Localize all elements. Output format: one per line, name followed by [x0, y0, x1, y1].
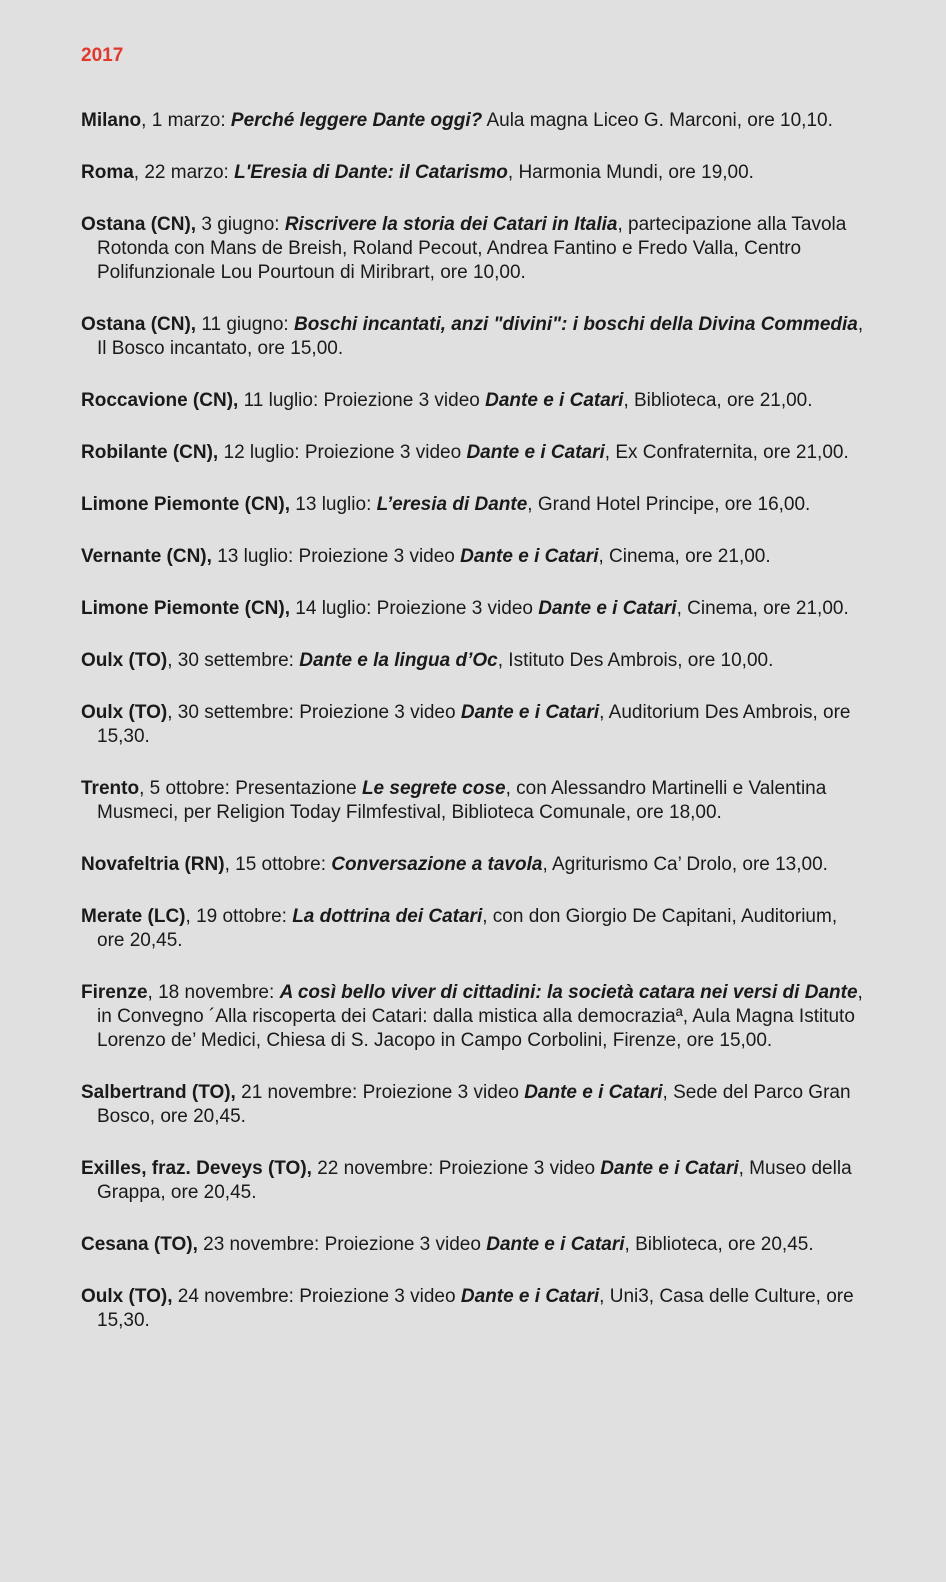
event-prefix: Proiezione 3 video: [304, 442, 467, 463]
event-date: , 1 marzo:: [141, 110, 231, 131]
event-title: Boschi incantati, anzi "divini": i boschi della Divina Commedia: [293, 314, 858, 335]
event-item: [81, 441, 866, 465]
event-location: Limone Piemonte (CN),: [81, 494, 291, 515]
event-details: , Agriturismo Ca’ Drolo, ore 13,00.: [542, 854, 828, 875]
year-heading: 2017: [81, 45, 124, 66]
event-prefix: Proiezione 3 video: [438, 1158, 601, 1179]
event-date: 14 luglio:: [290, 598, 377, 619]
event-title: Dante e la lingua d’Oc: [299, 650, 498, 671]
event-title: Perché leggere Dante oggi?: [230, 110, 483, 131]
event-location: Milano: [81, 110, 142, 131]
event-date: , 15 ottobre:: [224, 854, 332, 875]
event-location: Oulx (TO): [81, 650, 168, 671]
event-prefix: Proiezione 3 video: [362, 1082, 525, 1103]
event-date: 13 luglio:: [211, 546, 299, 567]
event-prefix: Proiezione 3 video: [298, 546, 461, 567]
event-item: [81, 1233, 866, 1257]
event-details: , Harmonia Mundi, ore 19,00.: [507, 162, 754, 183]
event-details: , in Convegno ´Alla riscoperta dei Catari: dalla mistica alla democraziaª, Aula Magna Istituto Lorenzo de’ Medici, Chiesa di S. Jacopo in Campo Corbolini, Firenze, ore 15,00.: [97, 982, 863, 1051]
event-location: Robilante (CN),: [81, 442, 219, 463]
event-date: , 19 ottobre:: [185, 906, 293, 927]
event-item: [81, 109, 866, 133]
event-date: , 30 settembre:: [167, 650, 300, 671]
event-date: , 5 ottobre:: [139, 778, 236, 799]
event-date: 11 luglio:: [238, 390, 324, 411]
event-prefix: Presentazione: [235, 778, 362, 799]
event-date: , 22 marzo:: [133, 162, 235, 183]
event-title: Dante e i Catari: [460, 1286, 600, 1307]
event-item: [81, 313, 866, 361]
event-title: Dante e i Catari: [538, 598, 677, 619]
event-prefix: Proiezione 3 video: [323, 390, 486, 411]
event-item: [81, 777, 866, 825]
event-location: Roma: [81, 162, 134, 183]
event-location: Roccavione (CN),: [81, 390, 239, 411]
event-date: 12 luglio:: [218, 442, 305, 463]
event-details: , con don Giorgio De Capitani, Auditorium, ore 20,45.: [97, 906, 838, 951]
event-item: [81, 597, 866, 621]
event-prefix: Proiezione 3 video: [376, 598, 539, 619]
event-item: [81, 545, 866, 569]
event-date: 22 novembre:: [311, 1158, 439, 1179]
event-title: Dante e i Catari: [460, 702, 600, 723]
event-title: Dante e i Catari: [466, 442, 605, 463]
event-item: [81, 905, 866, 953]
event-title: Dante e i Catari: [485, 390, 624, 411]
event-details: , Uni3, Casa delle Culture, ore 15,30.: [97, 1286, 854, 1331]
event-prefix: Proiezione 3 video: [299, 1286, 461, 1307]
event-item: [81, 389, 866, 413]
event-details: , Biblioteca, ore 20,45.: [624, 1234, 814, 1255]
event-details: , Grand Hotel Principe, ore 16,00.: [527, 494, 811, 515]
event-title: Dante e i Catari: [486, 1234, 625, 1255]
event-details: , Auditorium Des Ambrois, ore 15,30.: [97, 702, 851, 747]
event-item: [81, 1285, 866, 1333]
event-location: Limone Piemonte (CN),: [81, 598, 291, 619]
event-prefix: Proiezione 3 video: [324, 1234, 487, 1255]
event-details: , Il Bosco incantato, ore 15,00.: [97, 314, 864, 359]
event-details: , Museo della Grappa, ore 20,45.: [97, 1158, 852, 1203]
event-date: 11 giugno:: [196, 314, 294, 335]
event-title: Riscrivere la storia dei Catari in Italia: [284, 214, 618, 235]
event-item: [81, 161, 866, 185]
event-item: [81, 493, 866, 517]
event-title: La dottrina dei Catari: [292, 906, 483, 927]
event-title: Dante e i Catari: [460, 546, 599, 567]
event-item: [81, 1157, 866, 1205]
event-details: , con Alessandro Martinelli e Valentina Musmeci, per Religion Today Filmfestival, Biblioteca Comunale, ore 18,00.: [97, 778, 827, 823]
event-location: Cesana (TO),: [81, 1234, 198, 1255]
event-details: , Cinema, ore 21,00.: [676, 598, 849, 619]
event-date: 13 luglio:: [290, 494, 377, 515]
event-list: [81, 109, 866, 1333]
event-prefix: Proiezione 3 video: [299, 702, 461, 723]
event-location: Oulx (TO): [81, 702, 168, 723]
event-date: , 30 settembre:: [167, 702, 300, 723]
event-title: Conversazione a tavola: [331, 854, 543, 875]
event-location: Ostana (CN),: [81, 214, 197, 235]
event-date: 3 giugno:: [196, 214, 285, 235]
event-item: [81, 213, 866, 285]
event-location: Merate (LC): [81, 906, 186, 927]
event-item: [81, 701, 866, 749]
event-date: 24 novembre:: [172, 1286, 300, 1307]
event-location: Novafeltria (RN): [81, 854, 225, 875]
event-location: Exilles, fraz. Deveys (TO),: [81, 1158, 312, 1179]
event-title: L’eresia di Dante: [376, 494, 528, 515]
event-location: Vernante (CN),: [81, 546, 212, 567]
event-details: , Biblioteca, ore 21,00.: [623, 390, 813, 411]
event-details: , Cinema, ore 21,00.: [598, 546, 771, 567]
event-item: [81, 649, 866, 673]
event-details: , Istituto Des Ambrois, ore 10,00.: [497, 650, 774, 671]
event-location: Trento: [81, 778, 140, 799]
event-title: Le segrete cose: [361, 778, 506, 799]
event-title: Dante e i Catari: [524, 1082, 663, 1103]
event-location: Salbertrand (TO),: [81, 1082, 236, 1103]
event-details: , partecipazione alla Tavola Rotonda con Mans de Breish, Roland Pecout, Andrea Fantino e Fredo Valla, Centro Polifunzionale Lou Pourtoun di Miribrart, ore 10,00.: [97, 214, 847, 283]
event-details: Aula magna Liceo G. Marconi, ore 10,10.: [482, 110, 833, 131]
event-date: 23 novembre:: [197, 1234, 325, 1255]
event-title: A così bello viver di cittadini: la società catara nei versi di Dante: [279, 982, 858, 1003]
event-date: , 18 novembre:: [147, 982, 280, 1003]
event-item: [81, 1081, 866, 1129]
event-item: [81, 853, 866, 877]
event-location: Firenze: [81, 982, 148, 1003]
event-location: Ostana (CN),: [81, 314, 197, 335]
event-location: Oulx (TO),: [81, 1286, 173, 1307]
event-details: , Sede del Parco Gran Bosco, ore 20,45.: [97, 1082, 851, 1127]
event-title: L'Eresia di Dante: il Catarismo: [234, 162, 508, 183]
event-title: Dante e i Catari: [600, 1158, 739, 1179]
event-item: [81, 981, 866, 1053]
event-details: , Ex Confraternita, ore 21,00.: [604, 442, 849, 463]
event-date: 21 novembre:: [235, 1082, 363, 1103]
